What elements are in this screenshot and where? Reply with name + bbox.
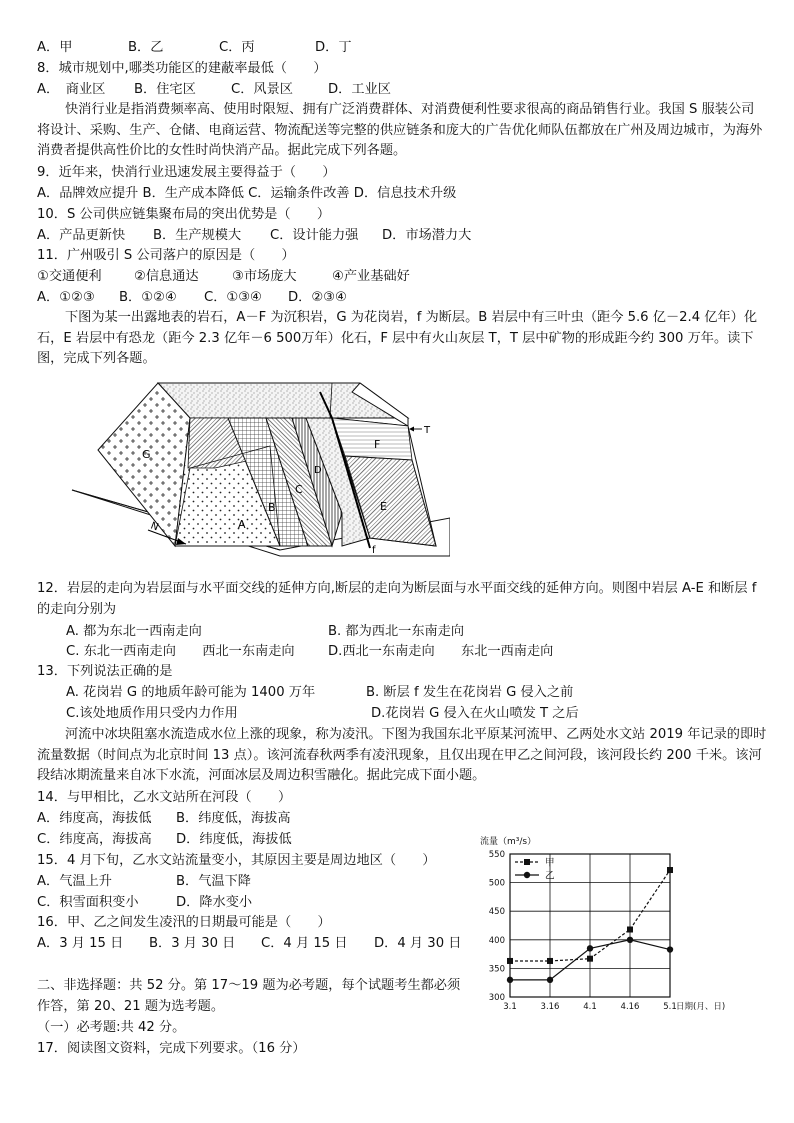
label-fault: f [372, 545, 376, 556]
q11-item-2: ②信息通达 [134, 269, 199, 284]
y-tick-label: 550 [488, 850, 505, 860]
q7-options [37, 38, 352, 58]
q8-options [37, 80, 391, 100]
q12-option-d: D.西北一东南走向 东北一西南走向 [328, 644, 554, 659]
q12-options-row2 [66, 642, 553, 662]
q14-option-a: A．纬度高，海拔低 [37, 811, 152, 826]
point-乙 [587, 945, 593, 951]
x-tick-label: 3.16 [540, 1002, 560, 1012]
label-e: E [380, 500, 387, 513]
point-甲 [627, 927, 633, 933]
q13-option-b: B. 断层 f 发生在花岗岩 G 侵入之前 [366, 685, 574, 700]
q16-option-b: B．3 月 30 日 [149, 936, 236, 951]
q9-options: A．品牌效应提升 B．生产成本降低 C．运输条件改善 D．信息技术升级 [37, 186, 457, 201]
section-2-sub: （一）必考题:共 42 分。 [37, 1020, 186, 1035]
q12-option-b: B. 都为西北一东南走向 [328, 624, 465, 639]
q16-option-a: A．3 月 15 日 [37, 936, 124, 951]
y-tick-label: 400 [488, 935, 505, 946]
q8-option-a: A． 商业区 [37, 82, 106, 97]
q11-options [37, 288, 347, 308]
q17-stem: 17．阅读图文资料，完成下列要求。（16 分） [37, 1041, 306, 1056]
q11-option-d: D．②③④ [288, 290, 347, 305]
q16-options [37, 934, 461, 954]
legend-marker-甲 [524, 859, 530, 865]
geology-block-diagram [70, 378, 450, 558]
passage-rock: 下图为某一出露地表的岩石，A－F 为沉积岩，G 为花岗岩，f 为断层。B 岩层中有三叶虫（距今 5.6 亿－2.4 亿年）化石，E 岩层中有恐龙（距今 2.3 亿年－6 500万年）化石，F 层中有火山灰层 T，T 层中矿物的形成距今约 300 万年。读下图，完成下列各题。 [37, 310, 758, 366]
q8-stem: 8．城市规划中,哪类功能区的建蔽率最低（ ） [37, 61, 327, 76]
legend-marker-乙 [524, 872, 530, 878]
q10-option-a: A．产品更新快 [37, 228, 126, 243]
section-2-heading: 二、非选择题：共 52 分。第 17～19 题为必考题，每个试题考生都必须作答，第 20、21 题为选考题。 [37, 978, 461, 1014]
x-axis-label: 日期(月、日) [676, 1002, 726, 1012]
q10-option-b: B．生产规模大 [153, 228, 242, 243]
q8-option-d: D．工业区 [328, 82, 391, 97]
label-north: N [148, 520, 160, 534]
q10-option-c: C．设计能力强 [270, 228, 359, 243]
q11-items [37, 267, 410, 287]
point-乙 [507, 977, 513, 983]
q9-stem: 9．近年来，快消行业迅速发展主要得益于（ ） [37, 165, 336, 180]
passage-fast-fashion: 快消行业是指消费频率高、使用时限短、拥有广泛消费群体、对消费便利性要求很高的商品销售行业。我国 S 服装公司将设计、采购、生产、仓储、电商运营、物流配送等完整的供应链条和庞大的广告优化师队伍都放在广州及周边城市，为海外消费者提供高性价比的女性时尚快消产品。据此完成下列各题。 [37, 102, 763, 158]
q14-options-row1 [37, 809, 291, 829]
q13-options-row2 [66, 704, 579, 724]
label-g: G [142, 448, 151, 461]
point-甲 [507, 958, 513, 964]
layer-f [332, 418, 412, 460]
q14-option-b: B．纬度低，海拔高 [176, 811, 291, 826]
point-甲 [587, 956, 593, 962]
q10-options [37, 226, 471, 246]
label-b: B [268, 501, 276, 514]
q13-option-c: C.该处地质作用只受内力作用 [66, 706, 238, 721]
legend-label-乙: 乙 [545, 870, 555, 882]
q8-option-c: C．风景区 [231, 82, 293, 97]
y-tick-label: 500 [488, 878, 505, 889]
q10-stem: 10．S 公司供应链集聚布局的突出优势是（ ） [37, 207, 331, 222]
label-f-layer: F [374, 438, 381, 451]
x-tick-label: 3.1 [503, 1002, 517, 1012]
label-c: C [295, 483, 303, 496]
y-tick-label: 300 [488, 993, 505, 1003]
q10-option-d: D．市场潜力大 [382, 228, 472, 243]
q15-stem: 15．4 月下旬，乙水文站流量变小，其原因主要是周边地区（ ） [37, 853, 436, 868]
q11-item-4: ④产业基础好 [332, 269, 410, 284]
q16-option-c: C．4 月 15 日 [261, 936, 348, 951]
q13-option-a: A. 花岗岩 G 的地质年龄可能为 1400 万年 [66, 685, 316, 700]
q15-option-b: B．气温下降 [176, 874, 251, 889]
q14-options-row2 [37, 830, 292, 850]
point-乙 [667, 946, 673, 952]
q15-options-row1 [37, 872, 251, 892]
q8-option-b: B．住宅区 [134, 82, 196, 97]
q7-option-a: A．甲 [37, 40, 73, 55]
q11-option-c: C．①③④ [204, 290, 262, 305]
q13-options-row1 [66, 683, 573, 703]
q15-option-d: D．降水变小 [176, 895, 253, 910]
passage-river: 河流中冰块阻塞水流造成水位上涨的现象，称为凌汛。下图为我国东北平原某河流甲、乙两处水文站 2019 年记录的即时流量数据（时间点为北京时间 13 点）。该河流春秋两季有凌汛现象，且仅出现在甲乙之间河段，该河段长约 200 千米。该河段结冰期流量来自冰下水流，河面冰层及周边积雪融化。据此完成下面小题。 [37, 727, 767, 783]
q7-option-c: C．丙 [219, 40, 255, 55]
q12-options-row1 [66, 622, 464, 642]
q12-option-a: A. 都为东北一西南走向 [66, 624, 202, 639]
point-甲 [547, 958, 553, 964]
x-tick-label: 4.16 [620, 1002, 640, 1012]
q11-item-1: ①交通便利 [37, 269, 102, 284]
q15-options-row2 [37, 893, 252, 913]
q11-option-b: B．①②④ [119, 290, 177, 305]
q16-stem: 16．甲、乙之间发生凌汛的日期最可能是（ ） [37, 915, 331, 930]
point-甲 [667, 867, 673, 873]
q15-option-a: A．气温上升 [37, 874, 112, 889]
q12-option-c: C. 东北一西南走向 西北一东南走向 [66, 644, 295, 659]
label-a: A [238, 518, 246, 531]
q11-item-3: ③市场庞大 [232, 269, 297, 284]
granite-g [98, 383, 190, 546]
y-tick-label: 350 [488, 964, 505, 975]
q12-stem: 12．岩层的走向为岩层面与水平面交线的延伸方向,断层的走向为断层面与水平面交线的延伸方向。则图中岩层 A-E 和断层 f 的走向分别为 [37, 581, 757, 617]
legend-label-甲: 甲 [545, 857, 555, 869]
flow-chart [470, 832, 770, 1022]
x-tick-label: 4.1 [583, 1002, 597, 1012]
y-tick-label: 450 [488, 907, 505, 918]
q7-option-b: B．乙 [128, 40, 164, 55]
point-乙 [627, 937, 633, 943]
q16-option-d: D．4 月 30 日 [374, 936, 462, 951]
q11-option-a: A．①②③ [37, 290, 95, 305]
label-t: T [424, 425, 431, 436]
q7-option-d: D．丁 [315, 40, 352, 55]
q13-option-d: D.花岗岩 G 侵入在火山喷发 T 之后 [371, 706, 579, 721]
q11-stem: 11．广州吸引 S 公司落户的原因是（ ） [37, 248, 295, 263]
x-tick-label: 5.1 [663, 1002, 677, 1012]
q15-option-c: C．积雪面积变小 [37, 895, 139, 910]
point-乙 [547, 977, 553, 983]
label-d: D [314, 465, 322, 476]
q14-stem: 14．与甲相比，乙水文站所在河段（ ） [37, 790, 292, 805]
y-axis-label: 流量（m³/s） [480, 837, 537, 847]
q13-stem: 13．下列说法正确的是 [37, 664, 173, 679]
q14-option-d: D．纬度低，海拔低 [176, 832, 292, 847]
q14-option-c: C．纬度高，海拔高 [37, 832, 152, 847]
